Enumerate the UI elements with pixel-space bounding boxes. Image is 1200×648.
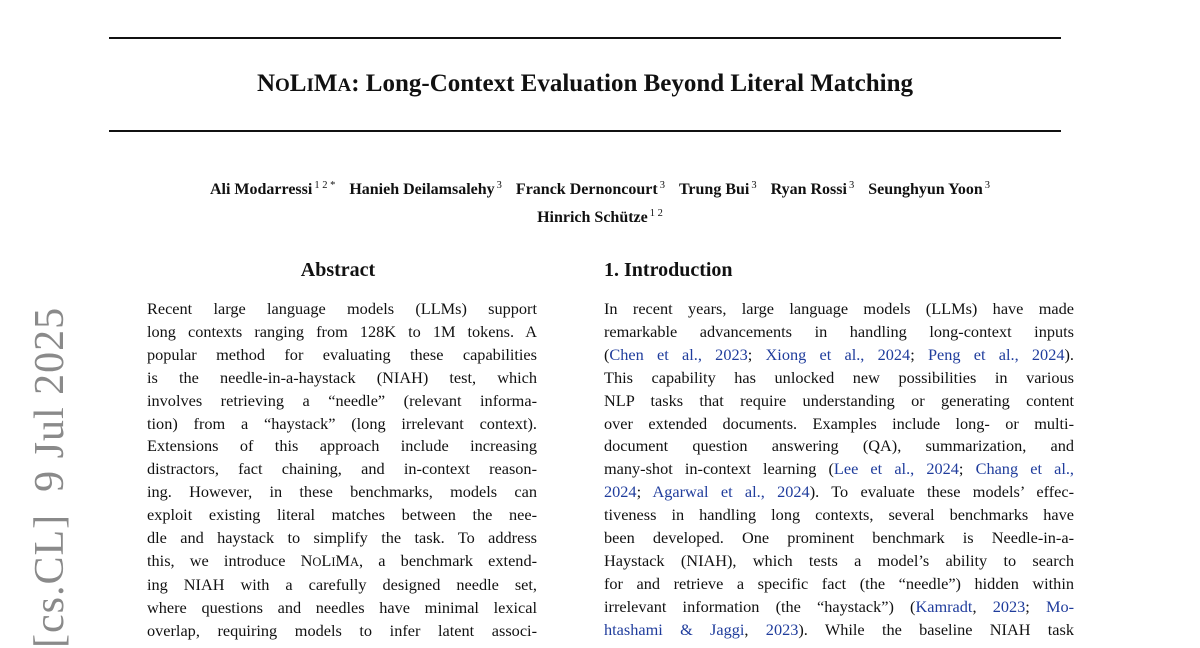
text-run: popular method for evaluating these capabilities <box>147 344 537 364</box>
arxiv-stamp <box>28 307 72 648</box>
citation-link[interactable]: htashami & Jaggi <box>604 619 745 639</box>
text-run: tiveness in handling long contexts, several benchmarks have <box>604 505 1074 525</box>
introduction-line <box>604 504 1074 527</box>
author-affiliation: 3 <box>848 180 855 191</box>
text-run: , <box>972 596 993 616</box>
text-run: , <box>744 619 766 639</box>
title-segment: N <box>256 70 275 97</box>
text-run: long contexts ranging from 128K to 1M tokens. A <box>147 321 537 341</box>
abstract-line <box>147 504 537 527</box>
introduction-line <box>604 367 1074 390</box>
arxiv-date: 9 Jul 2025 <box>27 306 73 492</box>
text-run: O <box>312 554 322 569</box>
title-segment: I <box>306 75 314 96</box>
author-affiliation: 1 2 <box>649 208 663 219</box>
text-run: exploit existing literal matches between the nee- <box>147 505 537 525</box>
abstract-line <box>147 413 537 436</box>
text-run: A <box>350 554 360 569</box>
abstract-body <box>147 298 537 643</box>
text-run: This capability has unlocked new possibilities in various <box>604 367 1074 387</box>
text-run: been developed. One prominent benchmark is Needle-in-a- <box>604 528 1074 548</box>
author <box>868 181 990 198</box>
title-segment: L <box>289 70 307 97</box>
text-run: L <box>321 550 332 570</box>
text-run: for and retrieve a specific fact (the “needle”) hidden within <box>604 573 1074 593</box>
abstract-line <box>147 344 537 367</box>
introduction-line <box>604 573 1074 596</box>
author <box>679 181 757 198</box>
introduction-line <box>604 390 1074 413</box>
text-run: dle and haystack to simplify the task. To address <box>147 528 537 548</box>
abstract-line <box>147 321 537 344</box>
text-run: ( <box>604 344 610 364</box>
text-run: over extended documents. Examples include long- or multi- <box>604 413 1074 433</box>
citation-link[interactable]: Chang et al., <box>975 459 1074 479</box>
text-run: Recent large language models (LLMs) support <box>147 299 537 318</box>
citation-link[interactable]: Xiong et al., 2024 <box>765 344 911 364</box>
abstract-heading: Abstract <box>300 259 376 281</box>
text-run: Extensions of this approach include increasing <box>147 436 537 456</box>
title-rule-bottom <box>109 130 1061 132</box>
text-run: Haystack (NIAH), which tests a model’s ability to search <box>604 550 1074 570</box>
introduction-line <box>604 481 1074 504</box>
author <box>516 181 665 198</box>
citation-link[interactable]: 2023 <box>765 619 799 639</box>
abstract-line <box>147 574 537 597</box>
text-run: M <box>335 550 350 570</box>
author-affiliation: 3 <box>751 180 757 191</box>
introduction-line <box>604 435 1074 458</box>
author <box>537 209 663 226</box>
abstract-line <box>147 298 537 321</box>
text-run: ). <box>1064 344 1074 364</box>
abstract-line <box>147 550 537 574</box>
abstract-line <box>147 367 537 390</box>
text-run: is the needle-in-a-haystack (NIAH) test, which <box>147 367 537 387</box>
text-run: In recent years, large language models (LLMs) have made <box>604 299 1074 318</box>
title-segment: M <box>313 70 338 97</box>
text-run: ; <box>1025 596 1046 616</box>
title-segment: O <box>275 75 290 96</box>
citation-link[interactable]: Kamradt <box>915 596 973 616</box>
text-run: many-shot in-context learning ( <box>604 459 834 479</box>
abstract-line <box>147 527 537 550</box>
citation-link[interactable]: Chen et al., 2023 <box>609 344 748 364</box>
author <box>349 181 502 198</box>
author-name: Ryan Rossi <box>770 181 847 198</box>
author-name: Trung Bui <box>678 181 750 198</box>
text-run: remarkable advancements in handling long-context inputs <box>604 321 1074 341</box>
introduction-line <box>604 596 1074 619</box>
text-run: NLP tasks that require understanding or generating content <box>604 390 1074 410</box>
introduction-line <box>604 550 1074 573</box>
text-run: overlap, requiring models to infer latent associ- <box>147 620 537 640</box>
abstract-line <box>147 390 537 413</box>
introduction-line <box>604 527 1074 550</box>
text-run: where questions and needles have minimal lexical <box>147 597 537 617</box>
author-affiliation: 3 <box>984 180 991 191</box>
abstract-line <box>147 435 537 458</box>
author-name: Hinrich Schütze <box>537 209 648 226</box>
author-affiliation: 1 2 * <box>314 180 336 191</box>
author-affiliation: 3 <box>659 180 665 191</box>
author-name: Seunghyun Yoon <box>868 181 983 198</box>
citation-link[interactable]: Lee et al., 2024 <box>833 459 959 479</box>
text-run: ). To evaluate these models’ effec- <box>809 482 1074 502</box>
text-run: tion) from a “haystack” (long irrelevant context). <box>147 413 537 433</box>
introduction-line <box>604 344 1074 367</box>
text-run: involves retrieving a “needle” (relevant informa- <box>147 390 537 410</box>
introduction-line <box>604 298 1074 321</box>
abstract-line <box>147 597 537 620</box>
author-name: Ali Modarressi <box>209 181 313 198</box>
text-run: ; <box>958 459 976 479</box>
introduction-line <box>604 321 1074 344</box>
citation-link[interactable]: Peng et al., 2024 <box>927 344 1065 364</box>
abstract-line <box>147 481 537 504</box>
text-run: ing NIAH with a carefully designed needle set, <box>147 574 537 594</box>
title-segment: A <box>337 75 352 96</box>
author <box>771 181 855 198</box>
abstract-line <box>147 620 537 643</box>
text-run: this, we introduce N <box>147 550 313 570</box>
paper-title <box>109 68 1061 102</box>
author-list <box>60 174 1140 230</box>
abstract-line <box>147 458 537 481</box>
text-run: ). While the baseline NIAH task <box>798 619 1074 639</box>
introduction-line <box>604 619 1074 642</box>
text-run: I <box>331 554 336 569</box>
introduction-line <box>604 458 1074 481</box>
title-rule-top <box>109 37 1061 39</box>
introduction-heading: 1. Introduction <box>604 259 733 281</box>
text-run: ; <box>910 344 928 364</box>
text-run: ; <box>747 344 766 364</box>
arxiv-category: [cs.CL] <box>27 513 73 648</box>
text-run: ing. However, in these benchmarks, models can <box>147 482 537 502</box>
introduction-body <box>604 298 1074 642</box>
citation-link[interactable]: Agarwal et al., 2024 <box>652 482 810 502</box>
text-run: , a benchmark extend- <box>359 550 538 570</box>
author <box>210 181 335 198</box>
title-segment: : Long-Context Evaluation Beyond Literal Matching <box>351 70 914 97</box>
citation-link[interactable]: 2023 <box>992 596 1026 616</box>
citation-link[interactable]: 2024 <box>604 482 637 502</box>
introduction-line <box>604 413 1074 436</box>
text-run: document question answering (QA), summarization, and <box>604 436 1074 456</box>
author-affiliation: 3 <box>496 180 502 191</box>
text-run: distractors, fact chaining, and in-context reason- <box>147 459 537 479</box>
text-run: ; <box>636 482 653 502</box>
text-run: irrelevant information (the “haystack”) ( <box>604 596 916 616</box>
author-name: Franck Dernoncourt <box>515 181 658 198</box>
author-name: Hanieh Deilamsalehy <box>349 181 495 198</box>
citation-link[interactable]: Mo- <box>1045 596 1075 616</box>
